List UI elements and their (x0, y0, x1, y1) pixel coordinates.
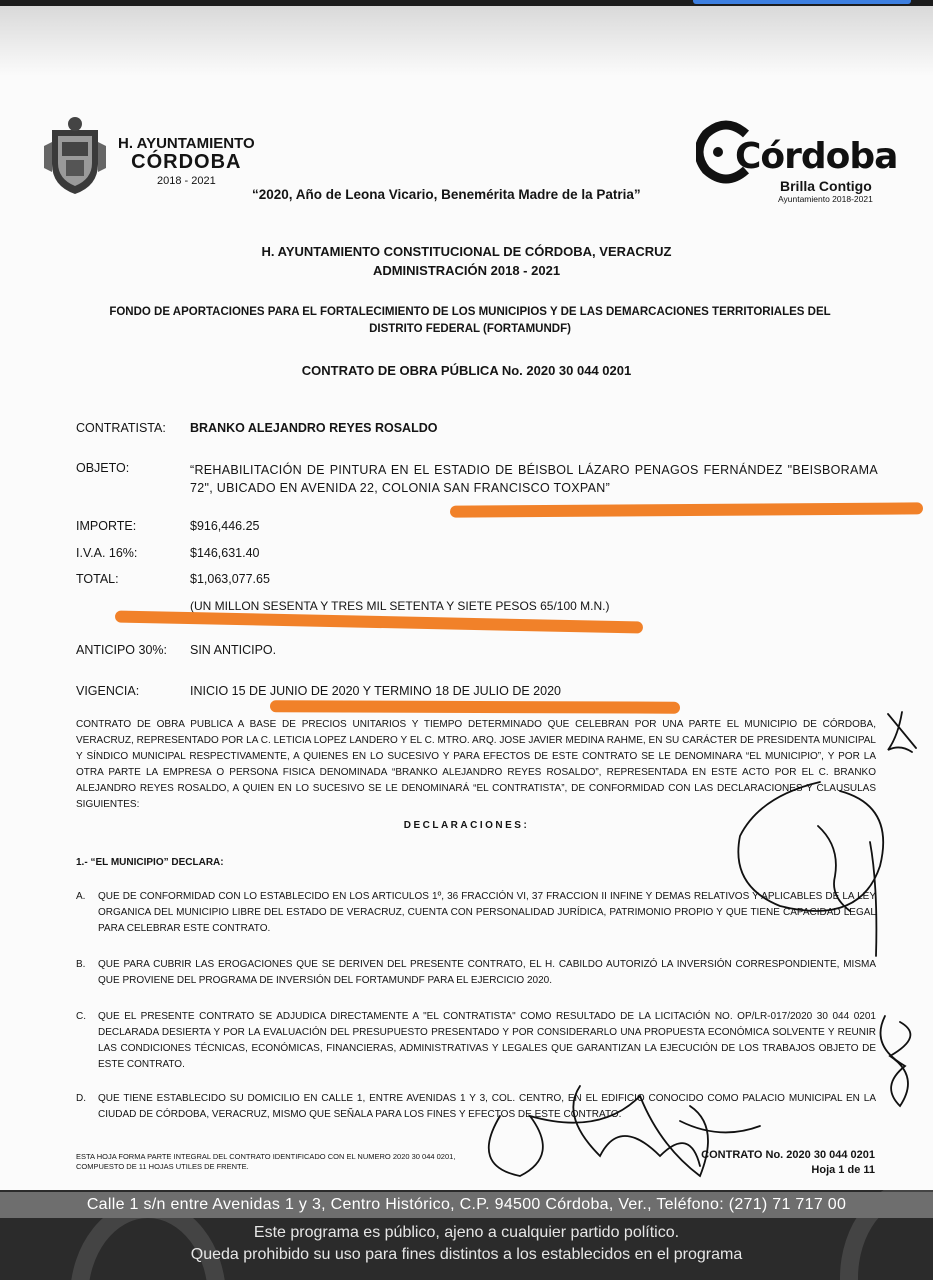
program-notice-line2: Queda prohibido su uso para fines distintos a los establecidos en el programa (190, 1246, 743, 1263)
declarations-subtitle: 1.- “EL MUNICIPIO” DECLARA: (76, 857, 224, 868)
brand-tagline: Brilla Contigo (780, 178, 872, 194)
footer-note-line1: ESTA HOJA FORMA PARTE INTEGRAL DEL CONTRATO IDENTIFICADO CON EL NUMERO 2020 30 044 0201, (76, 1152, 456, 1161)
item-text: QUE PARA CUBRIR LAS EROGACIONES QUE SE DERIVEN DEL PRESENTE CONTRATO, EL H. CABILDO AUTORIZÓ LA INVERSIÓN CORRESPONDIENTE, MISMA QUE PROVIENE DEL PROGRAMA DE INVERSIÓN DEL FORTAMUNDF PARA EL EJERCICIO 2020. (98, 959, 876, 986)
signature-scribble (881, 1016, 911, 1106)
brand-name: Córdoba (735, 136, 898, 177)
contract-title: CONTRATO DE OBRA PÚBLICA No. 2020 30 044 0201 (301, 363, 632, 378)
highlight-mark (450, 502, 923, 517)
contratista-label: CONTRATISTA: (76, 421, 166, 435)
objeto-label: OBJETO: (76, 461, 130, 475)
anticipo-value: SIN ANTICIPO. (190, 643, 277, 657)
objeto-value: “REHABILITACIÓN DE PINTURA EN EL ESTADIO DE BÉISBOL LÁZARO PENAGOS FERNÁNDEZ "BEISBORAMA 72", UBICADO EN AVENIDA 22, COLONIA SAN FRANCISCO TOXPAN” (190, 463, 878, 495)
item-letter: C. (76, 1011, 86, 1022)
total-in-words: (UN MILLON SESENTA Y TRES MIL SETENTA Y SIETE PESOS 65/100 M.N.) (190, 599, 610, 613)
program-notice-line1: Este programa es público, ajeno a cualquier partido político. (253, 1224, 680, 1241)
iva-label: I.V.A. 16%: (76, 546, 138, 560)
footer-note-line2: COMPUESTO DE 11 HOJAS UTILES DE FRENTE. (76, 1162, 249, 1171)
footer-contract-no: CONTRATO No. 2020 30 044 0201 (701, 1149, 875, 1161)
municipality-name (118, 134, 255, 191)
total-label: TOTAL: (76, 572, 119, 586)
intro-paragraph: CONTRATO DE OBRA PUBLICA A BASE DE PRECIOS UNITARIOS Y TIEMPO DETERMINADO QUE CELEBRAN POR UNA PARTE EL MUNICIPIO DE CÓRDOBA, VERACRUZ, REPRESENTADO POR LA C. LETICIA LOPEZ LANDERO Y EL C. MTRO. ARQ. JOSE JAVIER MEDINA RAHME, EN SU CARÁCTER DE PRESIDENTA MUNICIPAL Y SÍNDICO MUNICIPAL RESPECTIVAMENTE, A QUIENES EN LO SUCESIVO Y PARA EFECTOS DE ESTE CONTRATO SE LE DENOMINARA “EL MUNICIPIO”, Y POR LA OTRA PARTE LA EMPRESA O PERSONA FISICA DENOMINADA “BRANKO ALEJANDRO REYES ROSALDO”, REPRESENTADA EN ESTE ACTO POR EL C. BRANKO ALEJANDRO REYES ROSALDO, A QUIEN EN LO SUCESIVO SE LE DENOMINARÁ “EL CONTRATISTA”, DE CONFORMIDAD CON LAS DECLARACIONES Y CLAUSULAS SIGUIENTES: (76, 719, 876, 810)
iva-value: $146,631.40 (190, 546, 260, 560)
footer-page-number: Hoja 1 de 11 (811, 1164, 875, 1176)
contratista-value: BRANKO ALEJANDRO REYES ROSALDO (190, 421, 438, 435)
declaration-item (76, 889, 876, 937)
document-page (0, 6, 933, 1190)
top-accent-bar (693, 0, 911, 4)
brand-sub: Ayuntamiento 2018-2021 (778, 194, 873, 204)
item-letter: D. (76, 1093, 86, 1104)
anticipo-label: ANTICIPO 30%: (76, 643, 167, 657)
item-letter: A. (76, 891, 86, 902)
declaration-item (76, 1009, 876, 1073)
page-footer-note (76, 1152, 455, 1172)
importe-value: $916,446.25 (190, 519, 260, 533)
year-motto: “2020, Año de Leona Vicario, Benemérita Madre de la Patria” (252, 187, 641, 202)
address-bar: Calle 1 s/n entre Avenidas 1 y 3, Centro Histórico, C.P. 94500 Córdoba, Ver., Teléfono: (271) 71 717 00 (0, 1192, 933, 1218)
item-text: QUE TIENE ESTABLECIDO SU DOMICILIO EN CALLE 1, ENTRE AVENIDAS 1 Y 3, COL. CENTRO, EN EL EDIFICIO CONOCIDO COMO PALACIO MUNICIPAL EN LA CIUDAD DE CÓRDOBA, VERACRUZ, MISMO QUE SEÑALA PARA LOS FINES Y EFECTOS DE ESTE CONTRATO. (98, 1093, 876, 1120)
importe-label: IMPORTE: (76, 519, 137, 533)
org-line2: CÓRDOBA (131, 151, 242, 173)
vigencia-label: VIGENCIA: (76, 684, 140, 698)
heading-line2: ADMINISTRACIÓN 2018 - 2021 (372, 263, 561, 278)
initial-mark (888, 712, 916, 752)
fund-title: FONDO DE APORTACIONES PARA EL FORTALECIMIENTO DE LOS MUNICIPIOS Y DE LAS DEMARCACIONES TERRITORIALES DEL DISTRITO FEDERAL (FORTAMUNDF) (109, 306, 831, 335)
org-line1: H. AYUNTAMIENTO (118, 135, 255, 152)
declarations-title: DECLARACIONES: (403, 820, 530, 831)
page-shadow (0, 6, 933, 76)
document-heading (0, 242, 933, 280)
total-value: $1,063,077.65 (190, 572, 270, 586)
item-text: QUE EL PRESENTE CONTRATO SE ADJUDICA DIRECTAMENTE A "EL CONTRATISTA" COMO RESULTADO DE LA LICITACIÓN NO. OP/LR-017/2020 30 044 0201 DECLARADA DESIERTA Y POR LA EVALUACIÓN DEL PRESUPUESTO PRESENTADO Y POR CONSIDERARLO UNA PROPUESTA ECONÓMICA SOLVENTE Y REUNIR LAS CONDICIONES TÉCNICAS, ECONÓMICAS, FINANCIERAS, ADMINISTRATIVAS Y LEGALES QUE GARANTIZAN LA EJECUCIÓN DE LOS TRABAJOS OBJETO DE ESTE CONTRATO. (98, 1011, 876, 1070)
vigencia-value: INICIO 15 DE JUNIO DE 2020 Y TERMINO 18 DE JULIO DE 2020 (190, 684, 561, 698)
declaration-item (76, 957, 876, 989)
declaration-item (76, 1091, 876, 1123)
org-years: 2018 - 2021 (156, 175, 216, 187)
highlight-mark (270, 700, 680, 713)
footer-band (0, 1190, 933, 1280)
item-letter: B. (76, 959, 86, 970)
coat-of-arms-icon (44, 116, 106, 196)
highlight-mark (115, 610, 643, 633)
heading-line1: H. AYUNTAMIENTO CONSTITUCIONAL DE CÓRDOBA, VERACRUZ (261, 244, 672, 259)
page-footer-contract (640, 1148, 875, 1178)
item-text: QUE DE CONFORMIDAD CON LO ESTABLECIDO EN LOS ARTICULOS 1º, 36 FRACCIÓN VI, 37 FRACCION II INFINE Y DEMAS RELATIVOS Y APLICABLES DE LA LEY ORGANICA DEL MUNICIPIO LIBRE DEL ESTADO DE VERACRUZ, CUENTA CON PERSONALIDAD JURÍDICA, PATRIMONIO PROPIO Y QUE TIENE CAPACIDAD LEGAL PARA CELEBRAR ESTE CONTRATO. (98, 891, 876, 934)
